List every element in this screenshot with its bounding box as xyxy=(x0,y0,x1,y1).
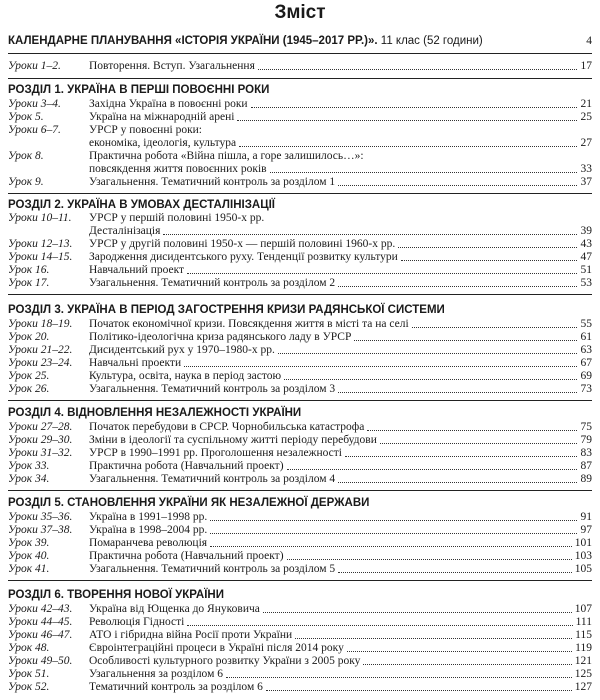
dot-leader xyxy=(363,664,572,665)
dot-leader xyxy=(412,327,577,328)
entry-label: Урок 20. xyxy=(8,331,50,343)
dot-leader xyxy=(380,443,577,444)
entry-page: 101 xyxy=(574,537,592,549)
entry-page: 61 xyxy=(580,331,592,343)
entry-page: 79 xyxy=(580,434,592,446)
toc-entry xyxy=(8,383,592,395)
entry-label: Урок 9. xyxy=(8,176,44,188)
entry-text: Узагальнення за розділом 6 xyxy=(89,668,223,680)
entry-label: Уроки 46–47. xyxy=(8,629,73,641)
toc-entry xyxy=(8,137,592,149)
entry-page: 69 xyxy=(580,370,592,382)
entry-page: 39 xyxy=(580,225,592,237)
entry-label: Уроки 37–38. xyxy=(8,524,73,536)
entry-label: Уроки 42–43. xyxy=(8,603,73,615)
dot-leader xyxy=(345,456,577,457)
entry-page: 83 xyxy=(580,447,592,459)
entry-page: 37 xyxy=(580,176,592,188)
dot-leader xyxy=(270,172,577,173)
entry-text: УРСР у другій половині 1950-х — першій половині 1960-х рр. xyxy=(89,238,396,250)
entry-page: 51 xyxy=(580,264,592,276)
toc-entry xyxy=(8,277,592,289)
entry-text: Тематичний контроль за розділом 6 xyxy=(89,681,263,693)
dot-leader xyxy=(239,146,577,147)
dot-leader xyxy=(258,69,577,70)
dot-leader xyxy=(338,572,572,573)
divider xyxy=(8,400,592,401)
dot-leader xyxy=(401,260,577,261)
toc-entry-intro xyxy=(8,60,592,72)
entry-label: Урок 26. xyxy=(8,383,50,395)
entry-label: Уроки 49–50. xyxy=(8,655,73,667)
entry-label: Урок 40. xyxy=(8,550,50,562)
entry-page: 27 xyxy=(580,137,592,149)
divider xyxy=(8,53,592,54)
page-title: Зміст xyxy=(274,2,326,23)
entry-text: Політико-ідеологічна криза радянського ладу в УРСР xyxy=(89,331,352,343)
entry-label: Уроки 6–7. xyxy=(8,124,61,136)
calendar-plan-subtitle: 11 клас (52 години) xyxy=(377,35,483,47)
dot-leader xyxy=(354,340,577,341)
entry-page: 111 xyxy=(575,616,592,628)
entry-page: 87 xyxy=(580,460,592,472)
toc-entry xyxy=(8,212,592,224)
entry-label: Уроки 12–13. xyxy=(8,238,73,250)
entry-text: Особливості культурного розвитку України з 2005 року xyxy=(89,655,361,667)
entry-page: 53 xyxy=(580,277,592,289)
dot-leader xyxy=(338,392,577,393)
entry-label: Урок 25. xyxy=(8,370,50,382)
entry-label: Уроки 1–2. xyxy=(8,60,61,72)
divider xyxy=(8,294,592,295)
entry-text: Практична робота (Навчальний проект) xyxy=(89,550,284,562)
entry-label: Уроки 14–15. xyxy=(8,251,73,263)
entry-label: Уроки 10–11. xyxy=(8,212,72,224)
section-title-4: РОЗДІЛ 4. ВІДНОВЛЕННЯ НЕЗАЛЕЖНОСТІ УКРАЇНИ xyxy=(8,407,302,419)
section-title-1: РОЗДІЛ 1. УКРАЇНА В ПЕРШІ ПОВОЄННІ РОКИ xyxy=(8,84,270,96)
entry-page: 55 xyxy=(580,318,592,330)
entry-label: Урок 5. xyxy=(8,111,44,123)
entry-text: Зародження дисидентського руху. Тенденції розвитку культури xyxy=(89,251,398,263)
toc-entry xyxy=(8,563,592,575)
toc-entry xyxy=(8,357,592,369)
section-title-5: РОЗДІЛ 5. СТАНОВЛЕННЯ УКРАЇНИ ЯК НЕЗАЛЕЖНОЇ ДЕРЖАВИ xyxy=(8,497,370,509)
entry-page: 97 xyxy=(580,524,592,536)
entry-page: 73 xyxy=(580,383,592,395)
dot-leader xyxy=(338,286,577,287)
entry-text: Десталінізація xyxy=(89,225,161,237)
toc-entry xyxy=(8,681,592,693)
entry-text: Узагальнення. Тематичний контроль за розділом 1 xyxy=(89,176,336,188)
toc-entry xyxy=(8,524,592,536)
entry-text: Євроінтеграційні процеси в Україні після 2014 року xyxy=(89,642,344,654)
entry-page: 17 xyxy=(580,60,592,72)
divider xyxy=(8,78,592,79)
toc-entry xyxy=(8,511,592,523)
dot-leader xyxy=(347,651,572,652)
entry-text: УРСР у першій половині 1950-х рр. xyxy=(89,212,265,224)
entry-page: 89 xyxy=(580,473,592,485)
entry-label: Урок 39. xyxy=(8,537,50,549)
toc-entry xyxy=(8,537,592,549)
dot-leader xyxy=(251,107,577,108)
toc-entry xyxy=(8,111,592,123)
dot-leader xyxy=(210,533,577,534)
toc-entry xyxy=(8,616,592,628)
entry-text: Революція Гідності xyxy=(89,616,185,628)
toc-entry xyxy=(8,124,592,136)
entry-label: Урок 33. xyxy=(8,460,50,472)
dot-leader xyxy=(266,690,572,691)
toc-entry xyxy=(8,550,592,562)
entry-page: 47 xyxy=(580,251,592,263)
entry-label: Урок 8. xyxy=(8,150,44,162)
entry-page: 119 xyxy=(575,642,592,654)
entry-page: 75 xyxy=(580,421,592,433)
entry-text: Початок перебудови в СРСР. Чорнобильська катастрофа xyxy=(89,421,365,433)
toc-entry xyxy=(8,603,592,615)
entry-text: Узагальнення. Тематичний контроль за розділом 2 xyxy=(89,277,336,289)
entry-page: 25 xyxy=(580,111,592,123)
entry-page: 67 xyxy=(580,357,592,369)
entry-label: Урок 48. xyxy=(8,642,50,654)
toc-entry xyxy=(8,460,592,472)
dot-leader xyxy=(187,625,573,626)
dot-leader xyxy=(278,353,577,354)
entry-text: Узагальнення. Тематичний контроль за розділом 5 xyxy=(89,563,336,575)
entry-page: 107 xyxy=(574,603,592,615)
calendar-plan-page-row xyxy=(8,35,592,47)
entry-label: Уроки 31–32. xyxy=(8,447,73,459)
entry-text: Практична робота (Навчальний проект) xyxy=(89,460,284,472)
entry-page: 43 xyxy=(580,238,592,250)
entry-page: 103 xyxy=(574,550,592,562)
entry-label: Уроки 35–36. xyxy=(8,511,73,523)
dot-leader xyxy=(287,469,577,470)
dot-leader xyxy=(284,379,577,380)
dot-leader xyxy=(398,247,577,248)
dot-leader xyxy=(338,482,577,483)
entry-text: УРСР у повоєнні роки: xyxy=(89,124,203,136)
entry-text: Україна в 1991–1998 рр. xyxy=(89,511,208,523)
entry-text: Дисидентський рух у 1970–1980-х рр. xyxy=(89,344,275,356)
section-title-2: РОЗДІЛ 2. УКРАЇНА В УМОВАХ ДЕСТАЛІНІЗАЦІЇ xyxy=(8,199,275,211)
dot-leader xyxy=(210,520,577,521)
dot-leader xyxy=(237,120,577,121)
entry-text: Західна Україна в повоєнні роки xyxy=(89,98,248,110)
toc-entry xyxy=(8,264,592,276)
entry-page: 91 xyxy=(580,511,592,523)
entry-text: Україна від Ющенка до Януковича xyxy=(89,603,260,615)
dot-leader xyxy=(367,430,577,431)
dot-leader xyxy=(226,677,572,678)
toc-entry xyxy=(8,225,592,237)
entry-text: Навчальні проекти xyxy=(89,357,182,369)
entry-text: Початок економічної кризи. Повсякдення життя в місті та на селі xyxy=(89,318,409,330)
entry-text: Україна в 1998–2004 рр. xyxy=(89,524,208,536)
toc-entry xyxy=(8,318,592,330)
dot-leader xyxy=(184,366,577,367)
toc-entry xyxy=(8,251,592,263)
toc-entry xyxy=(8,642,592,654)
entry-text: Зміни в ідеології та суспільному житті періоду перебудови xyxy=(89,434,377,446)
section-title-3: РОЗДІЛ 3. УКРАЇНА В ПЕРІОД ЗАГОСТРЕННЯ КРИЗИ РАДЯНСЬКОЇ СИСТЕМИ xyxy=(8,304,445,316)
entry-text: УРСР в 1990–1991 рр. Проголошення незалежності xyxy=(89,447,343,459)
entry-text: Узагальнення. Тематичний контроль за розділом 4 xyxy=(89,473,336,485)
toc-entry xyxy=(8,150,592,162)
toc-entry xyxy=(8,344,592,356)
entry-text: Культура, освіта, наука в період застою xyxy=(89,370,282,382)
toc-entry xyxy=(8,421,592,433)
toc-entry xyxy=(8,655,592,667)
entry-label: Уроки 44–45. xyxy=(8,616,73,628)
divider xyxy=(8,490,592,491)
dot-leader xyxy=(338,185,577,186)
entry-text: АТО і гібридна війна Росії проти України xyxy=(89,629,293,641)
divider xyxy=(8,580,592,581)
entry-page: 115 xyxy=(575,629,592,641)
entry-page: 21 xyxy=(580,98,592,110)
dot-leader xyxy=(163,234,577,235)
toc-entry xyxy=(8,370,592,382)
dot-leader xyxy=(287,559,572,560)
entry-text: економіка, ідеологія, культура xyxy=(89,137,237,149)
entry-label: Уроки 29–30. xyxy=(8,434,73,446)
entry-label: Уроки 21–22. xyxy=(8,344,73,356)
entry-text: повсякдення життя повоєнних років xyxy=(89,163,267,175)
dot-leader xyxy=(210,546,572,547)
entry-label: Урок 41. xyxy=(8,563,50,575)
toc-entry xyxy=(8,238,592,250)
calendar-plan-title: КАЛЕНДАРНЕ ПЛАНУВАННЯ «ІСТОРІЯ УКРАЇНИ (1945–2017 РР.)». xyxy=(8,35,378,47)
entry-label: Уроки 18–19. xyxy=(8,318,73,330)
toc-entry xyxy=(8,98,592,110)
dot-leader xyxy=(263,612,572,613)
dot-leader xyxy=(295,638,572,639)
dot-leader xyxy=(187,273,577,274)
divider xyxy=(8,193,592,194)
entry-text: Навчальний проект xyxy=(89,264,185,276)
entry-label: Уроки 23–24. xyxy=(8,357,73,369)
entry-label: Уроки 3–4. xyxy=(8,98,61,110)
toc-entry xyxy=(8,434,592,446)
entry-label: Урок 34. xyxy=(8,473,50,485)
toc-entry xyxy=(8,331,592,343)
entry-label: Урок 16. xyxy=(8,264,50,276)
entry-page: 63 xyxy=(580,344,592,356)
toc-entry xyxy=(8,629,592,641)
entry-label: Урок 17. xyxy=(8,277,50,289)
calendar-plan-page: 4 xyxy=(586,35,592,47)
section-title-6: РОЗДІЛ 6. ТВОРЕННЯ НОВОЇ УКРАЇНИ xyxy=(8,589,224,601)
toc-entry xyxy=(8,447,592,459)
entry-page: 127 xyxy=(574,681,592,693)
entry-text: Повторення. Вступ. Узагальнення xyxy=(89,60,255,72)
entry-label: Урок 51. xyxy=(8,668,50,680)
entry-text: Помаранчева революція xyxy=(89,537,208,549)
entry-page: 105 xyxy=(574,563,592,575)
toc-entry xyxy=(8,176,592,188)
toc-entry xyxy=(8,668,592,680)
entry-text: Узагальнення. Тематичний контроль за розділом 3 xyxy=(89,383,336,395)
entry-label: Урок 52. xyxy=(8,681,50,693)
toc-entry xyxy=(8,473,592,485)
entry-page: 33 xyxy=(580,163,592,175)
entry-label: Уроки 27–28. xyxy=(8,421,73,433)
entry-page: 121 xyxy=(574,655,592,667)
toc-entry xyxy=(8,163,592,175)
entry-page: 125 xyxy=(574,668,592,680)
entry-text: Україна на міжнародній арені xyxy=(89,111,235,123)
entry-text: Практична робота «Війна пішла, а горе залишилось…»: xyxy=(89,150,364,162)
